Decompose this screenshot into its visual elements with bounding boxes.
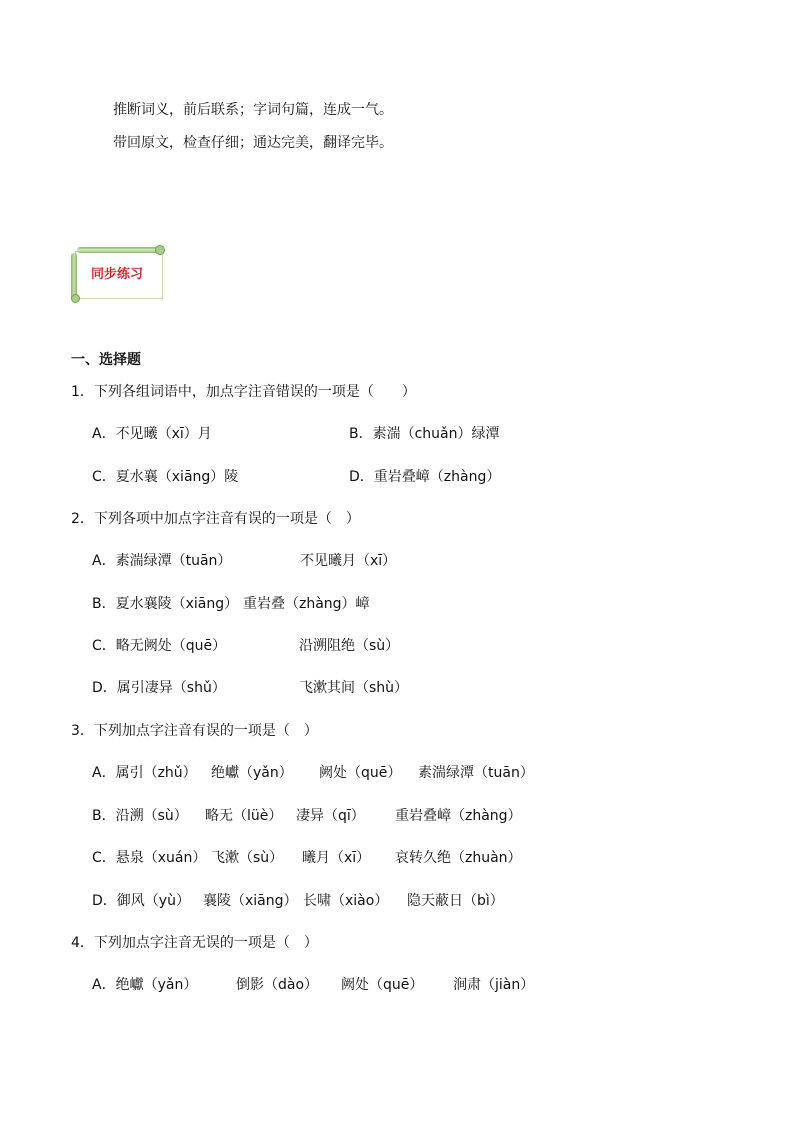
option-part: 素湍绿潭（tuān） (418, 765, 534, 781)
scroll-curl-icon (155, 245, 165, 255)
option-part: 哀转久绝（zhuàn） (395, 850, 522, 866)
option-part: 重岩叠嶂（zhàng） (395, 808, 522, 824)
option-part: 重岩叠（zhàng）嶂 (243, 596, 370, 612)
option-part: D．属引凄异（shǔ） (92, 680, 226, 696)
section-title: 一、选择题 (71, 352, 141, 368)
option-part: 凄异（qī） (296, 808, 365, 824)
option-part: A．属引（zhǔ） (92, 765, 197, 781)
scroll-roll-left (71, 253, 77, 299)
option-part: 沿溯阻绝（sù） (299, 638, 400, 654)
option-part: 略无（lüè） (205, 808, 283, 824)
option-part: B．夏水襄陵（xiāng） (92, 596, 239, 612)
option-part: C．略无阙处（quē） (92, 638, 227, 654)
section-badge (71, 245, 165, 303)
question-1-stem: 1．下列各组词语中，加点字注音错误的一项是（ ） (71, 384, 416, 400)
question-1-option-d[interactable]: D．重岩叠嶂（zhàng） (349, 469, 501, 485)
question-4-stem: 4．下列加点字注音无误的一项是（ ） (71, 935, 318, 951)
option-part: A．素湍绿潭（tuān） (92, 553, 232, 569)
scroll-roll-top (77, 247, 163, 253)
option-part: 阙处（quē） (341, 977, 424, 993)
option-part: B．沿溯（sù） (92, 808, 188, 824)
question-1-option-c[interactable]: C．夏水襄（xiāng）陵 (92, 469, 239, 485)
option-part: 飞漱（sù） (211, 850, 284, 866)
option-part: 倒影（dào） (236, 977, 319, 993)
option-part: 绝巘（yǎn） (211, 765, 293, 781)
scroll-curl-icon (71, 294, 80, 303)
option-part: 隐天蔽日（bì） (407, 893, 504, 909)
option-part: 曦月（xī） (302, 850, 371, 866)
option-part: A．绝巘（yǎn） (92, 977, 198, 993)
option-part: D．御风（yù） (92, 893, 190, 909)
option-part: 飞漱其间（shù） (299, 680, 409, 696)
intro-line-1: 推断词义，前后联系；字词句篇，连成一气。 (113, 102, 393, 118)
option-part: 襄陵（xiāng） (203, 893, 298, 909)
question-1-option-b[interactable]: B．素湍（chuǎn）绿潭 (349, 426, 500, 442)
option-part: 涧肃（jiàn） (453, 977, 535, 993)
question-1-option-a[interactable]: A．不见曦（xī）月 (92, 426, 212, 442)
intro-line-2: 带回原文，检查仔细；通达完美，翻译完毕。 (113, 135, 393, 151)
option-part: C．悬泉（xuán） (92, 850, 207, 866)
option-part: 阙处（quē） (319, 765, 402, 781)
option-part: 长啸（xiào） (303, 893, 389, 909)
question-2-stem: 2．下列各项中加点字注音有误的一项是（ ） (71, 511, 360, 527)
option-part: 不见曦月（xī） (300, 553, 397, 569)
question-3-stem: 3．下列加点字注音有误的一项是（ ） (71, 723, 318, 739)
badge-label: 同步练习 (91, 267, 144, 282)
